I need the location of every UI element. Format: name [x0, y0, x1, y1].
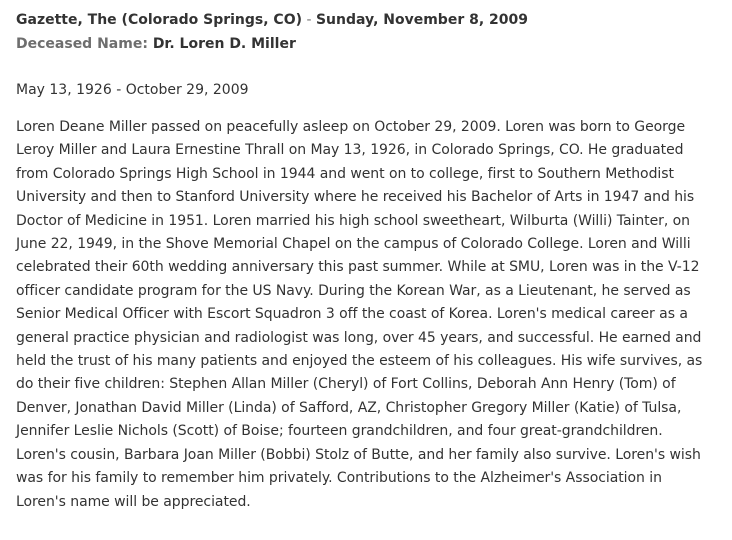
publication-date: Sunday, November 8, 2009 — [315, 12, 528, 28]
deceased-name: Dr. Loren D. Miller — [152, 36, 296, 52]
header-separator: - — [302, 12, 316, 28]
source-header — [16, 10, 716, 30]
obituary-body: Loren Deane Miller passed on peacefully asleep on October 29, 2009. Loren was born to George Leroy Miller and Laura Ernestine Thrall on May 13, 1926, in Colorado Springs, CO. He graduated from Colorado Springs High School in 1944 and went on to college, first to Southern Methodist University and then to Stanford University where he received his Bachelor of Arts in 1947 and his Doctor of Medicine in 1951. Loren married his high school sweetheart, Wilburta (Willi) Tainter, on June 22, 1949, in the Shove Memorial Chapel on the campus of Colorado College. Loren and Willi celebrated their 60th wedding anniversary this past summer. While at SMU, Loren was in the V-12 officer candidate program for the US Navy. During the Korean War, as a Lieutenant, he served as Senior Medical Officer with Escort Squadron 3 off the coast of Korea. Loren's medical career as a general practice physician and radiologist was long, over 45 years, and successful. He earned and held the trust of his many patients and enjoyed the esteem of his colleagues. His wife survives, as do their five children: Stephen Allan Miller (Cheryl) of Fort Collins, Deborah Ann Henry (Tom) of Denver, Jonathan David Miller (Linda) of Safford, AZ, Christopher Gregory Miller (Katie) of Tulsa, Jennifer Leslie Nichols (Scott) of Boise; fourteen grandchildren, and four great-grandchildren. Loren's cousin, Barbara Joan Miller (Bobbi) Stolz of Butte, and her family also survive. Loren's wish was for his family to remember him privately. Contributions to the Alzheimer's Association in Loren's name will be appreciated. — [16, 119, 703, 510]
deceased-name-label: Deceased Name: — [16, 36, 148, 52]
lifespan-dates: May 13, 1926 - October 29, 2009 — [16, 82, 249, 98]
publication-name: Gazette, The (Colorado Springs, CO) — [16, 12, 303, 28]
deceased-name-line — [16, 34, 716, 54]
